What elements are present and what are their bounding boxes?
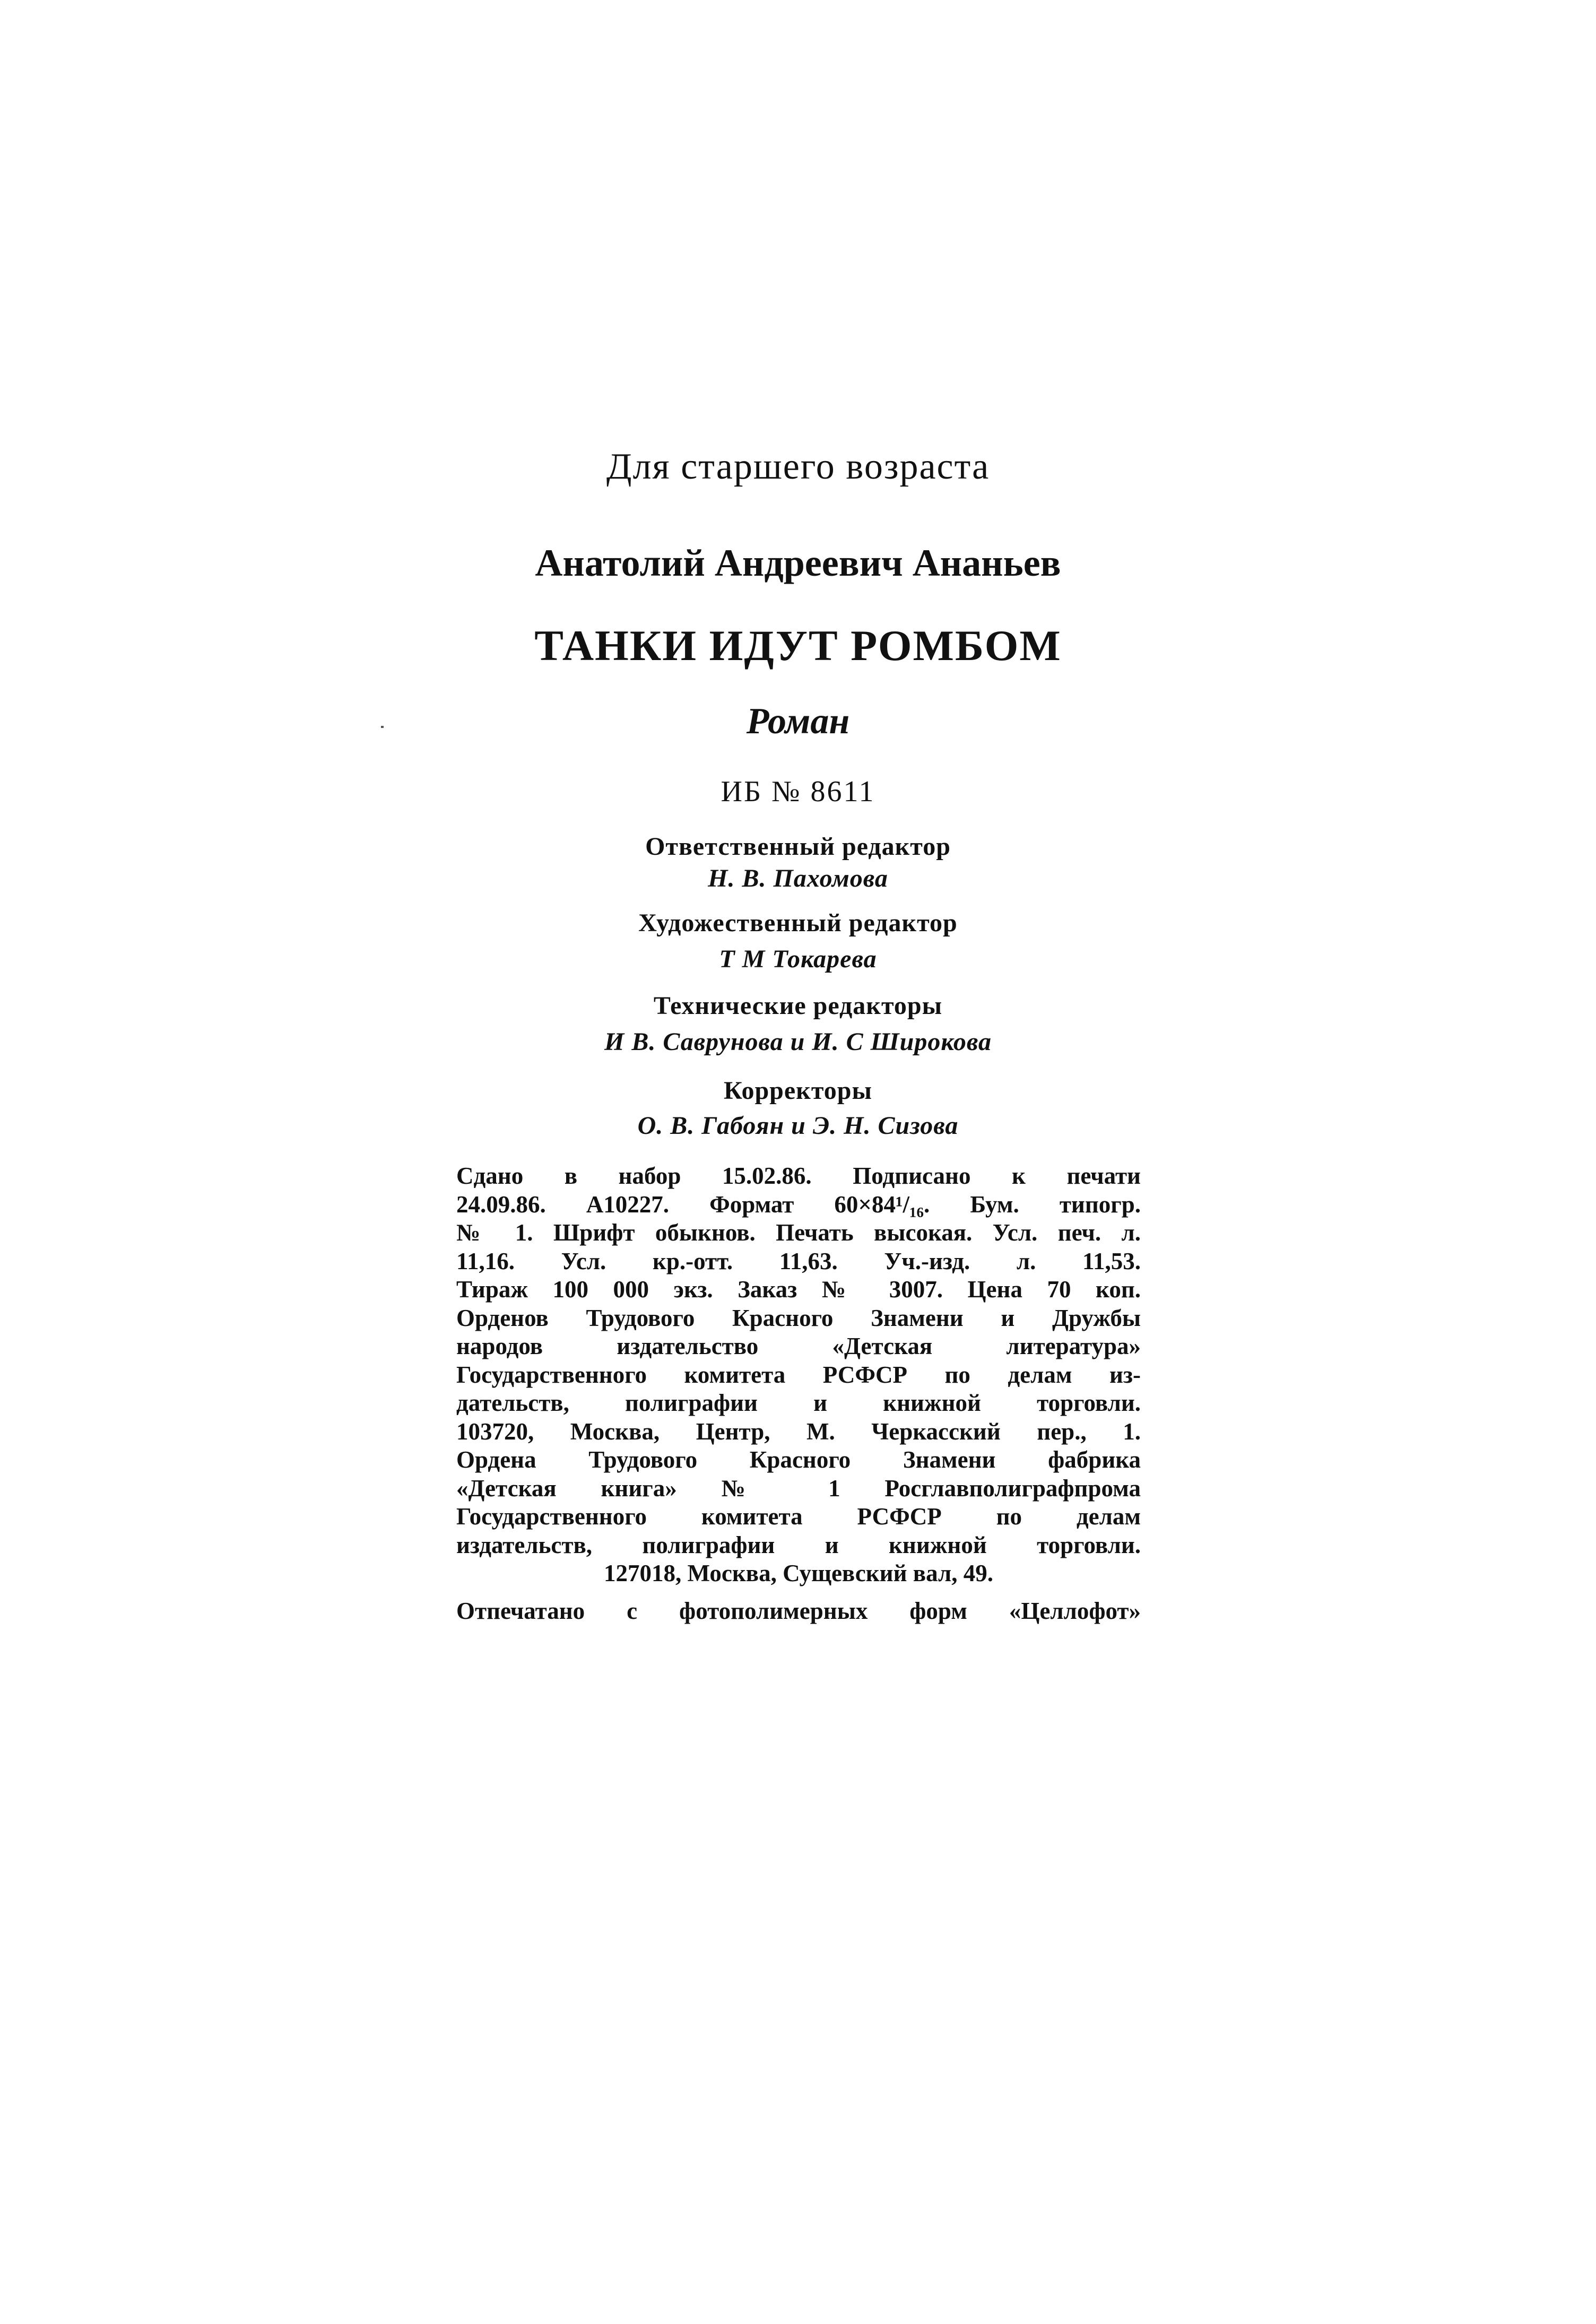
imprint-line: народов издательство «Детская литература» (456, 1333, 1141, 1359)
imprint-line: Тираж 100 000 экз. Заказ № 3007. Цена 70 коп. (456, 1276, 1141, 1303)
credit-role-proofreaders: Корректоры (724, 1077, 872, 1105)
imprint-line: Сдано в набор 15.02.86. Подписано к печати (456, 1163, 1141, 1189)
credit-name-proofreaders: О. В. Габоян и Э. Н. Сизова (637, 1112, 959, 1140)
imprint-line: дательств, полиграфии и книжной торговли. (456, 1390, 1141, 1416)
imprint-line: издательств, полиграфии и книжной торговли. (456, 1531, 1141, 1558)
credit-role-technical-editors: Технические редакторы (653, 992, 943, 1020)
imprint-line: Орденов Трудового Красного Знамени и Дружбы (456, 1304, 1141, 1331)
age-group-note: Для старшего возраста (606, 446, 990, 487)
printed-with-note: Отпечатано с фотополимерных форм «Целлофот» (456, 1598, 1141, 1624)
imprint-line: Государственного комитета РСФСР по делам из- (456, 1361, 1141, 1388)
credit-role-responsible-editor: Ответственный редактор (645, 833, 951, 861)
book-title: ТАНКИ ИДУТ РОМБОМ (534, 621, 1062, 670)
credit-role-art-editor: Художественный редактор (638, 909, 958, 937)
credit-name-technical-editors: И В. Саврунова и И. С Широкова (604, 1028, 992, 1056)
imprint-line: Государственного комитета РСФСР по делам (456, 1503, 1141, 1530)
imprint-line: Ордена Трудового Красного Знамени фабрика (456, 1446, 1141, 1473)
ib-number: ИБ № 8611 (721, 775, 875, 808)
imprint-line: 127018, Москва, Сущевский вал, 49. (604, 1560, 993, 1586)
genre-label: Роман (746, 701, 850, 742)
imprint-line: 103720, Москва, Центр, М. Черкасский пер., 1. (456, 1418, 1141, 1445)
print-speck (381, 726, 384, 728)
imprint-block (456, 1162, 1141, 1588)
imprint-line: № 1. Шрифт обыкнов. Печать высокая. Усл. печ. л. (456, 1219, 1141, 1246)
author-name: Анатолий Андреевич Ананьев (535, 542, 1061, 584)
imprint-line: 24.09.86. А10227. Формат 60×84¹/₁₆. Бум. типогр. (456, 1191, 1141, 1218)
credit-name-art-editor: Т М Токарева (719, 945, 877, 973)
credit-name-responsible-editor: Н. В. Пахомова (708, 864, 888, 892)
imprint-line: «Детская книга» № 1 Росглавполиграфпрома (456, 1475, 1141, 1502)
imprint-line: 11,16. Усл. кр.-отт. 11,63. Уч.-изд. л. 11,53. (456, 1247, 1141, 1274)
